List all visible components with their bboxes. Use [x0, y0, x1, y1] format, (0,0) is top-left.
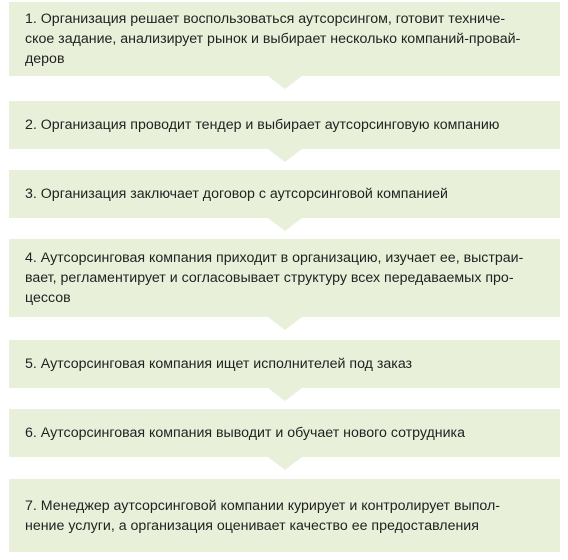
step-text-5: 5. Аутсорсинговая компания ищет исполнителей под заказ: [25, 356, 413, 372]
step-box-5: [9, 340, 560, 388]
step-text-2: 2. Организация проводит тендер и выбирает аутсорсинговую компанию: [25, 117, 500, 133]
step-box-7: [9, 479, 560, 552]
step-box-2: [9, 101, 560, 149]
step-text-3: 3. Организация заключает договор с аутсорсинговой компанией: [25, 186, 448, 202]
step-box-3: [9, 170, 560, 218]
step-text-4: 4. Аутсорсинговая компания приходит в организацию, изучает ее, выстраи- вает, регламентирует и согласовывает структуру всех передаваемых про- цессов: [25, 250, 524, 306]
step-box-1: [9, 2, 560, 76]
step-box-4: [9, 239, 560, 317]
step-text-7: 7. Менеджер аутсорсинговой компании курирует и контролирует выпол- нение услуги, а организация оценивает качество ее предоставления: [25, 497, 500, 534]
step-box-6: [9, 409, 560, 457]
step-text-1: 1. Организация решает воспользоваться аутсорсингом, готовит техниче- ское задание, анализирует рынок и выбирает несколько компаний-провай- деров: [25, 11, 521, 67]
step-text-6: 6. Аутсорсинговая компания выводит и обучает нового сотрудника: [25, 425, 465, 441]
